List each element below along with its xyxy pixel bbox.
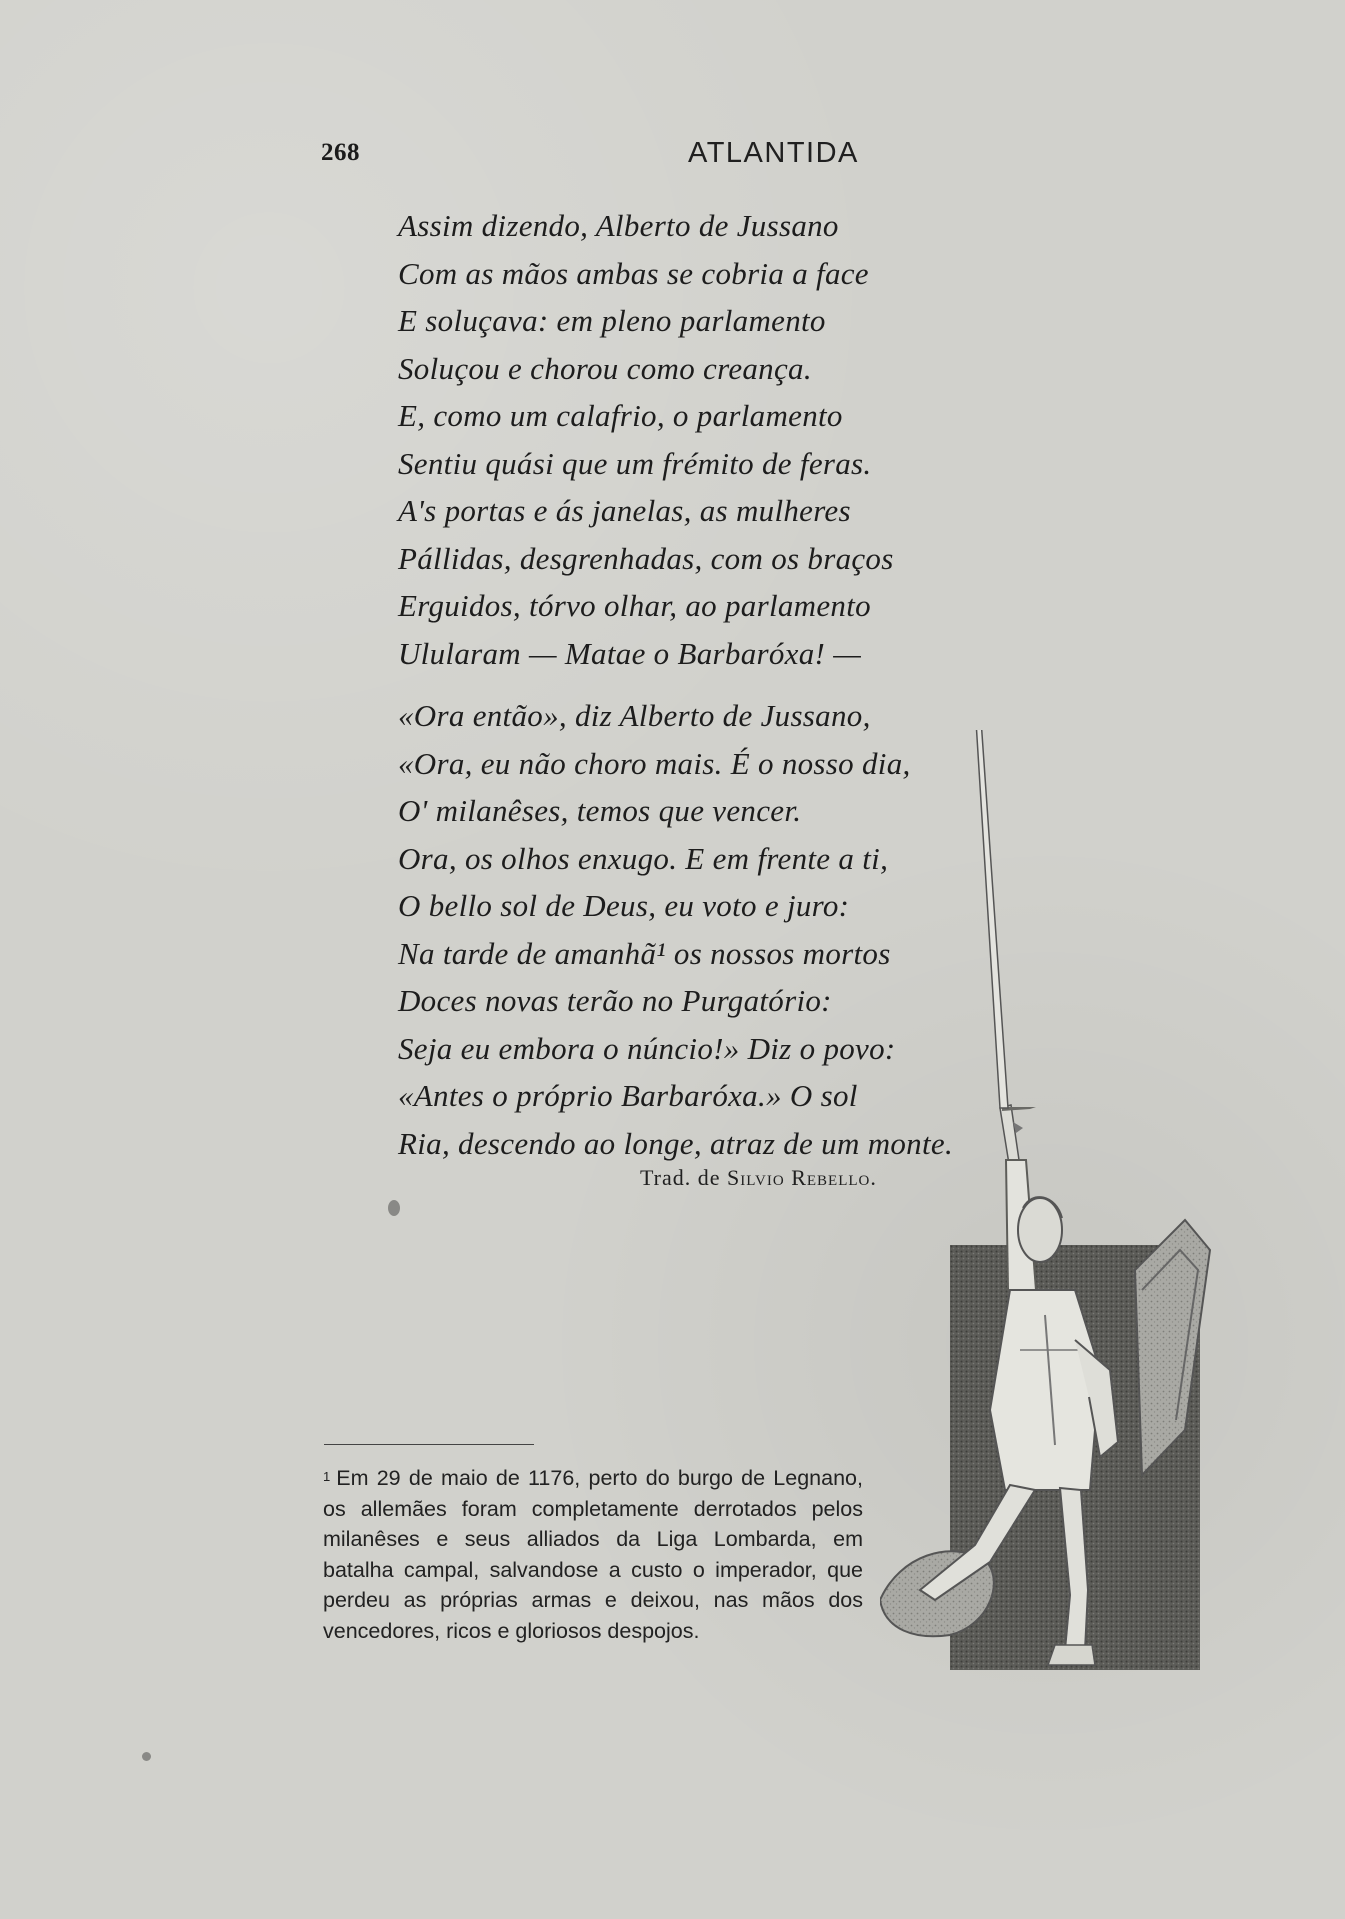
poem-line: Sentiu quási que um frémito de feras. bbox=[398, 445, 872, 481]
poem-line: Erguidos, tórvo olhar, ao parlamento bbox=[398, 588, 871, 623]
poem-line: «Ora, eu não choro mais. É o nosso dia, bbox=[398, 745, 911, 781]
poem-line: «Antes o próprio Barbaróxa.» O sol bbox=[398, 1078, 858, 1113]
poem-line: Ria, descendo ao longe, atraz de um monte. bbox=[398, 1125, 954, 1161]
poem-line: Soluçou e chorou como creança. bbox=[398, 350, 812, 386]
poem-line: Ulularam — Matae o Barbaróxa! — bbox=[398, 635, 862, 671]
poem-line: Pállidas, desgrenhadas, com os braços bbox=[398, 540, 894, 576]
footnote-rule bbox=[324, 1444, 534, 1445]
running-title: ATLANTIDA bbox=[688, 137, 859, 169]
poem-line: E, como um calafrio, o parlamento bbox=[398, 398, 843, 433]
warrior-statue-illustration bbox=[880, 730, 1320, 1680]
poem-line: A's portas e ás janelas, as mulheres bbox=[398, 493, 851, 528]
poem-line: Na tarde de amanhã¹ os nossos mortos bbox=[398, 935, 891, 971]
sword-icon bbox=[975, 730, 1008, 1108]
footnote-text: Em 29 de maio de 1176, perto do burgo de Legnano, os allemães foram completamente derrotados pelos milanêses e seus alliados da Liga Lombarda, em batalha campal, salvandose a custo o imperador, que perdeu as próprias armas e deixou, nas mãos dos vencedores, ricos e gloriosos despojos. bbox=[323, 1466, 863, 1643]
poem-line: Com as mãos ambas se cobria a face bbox=[398, 255, 869, 291]
poem-line: Doces novas terão no Purgatório: bbox=[398, 983, 832, 1018]
poem-line: «Ora então», diz Alberto de Jussano, bbox=[398, 698, 871, 733]
ink-spot bbox=[388, 1200, 400, 1216]
poem-line: O' milanêses, temos que vencer. bbox=[398, 793, 802, 828]
ink-spot bbox=[142, 1752, 151, 1761]
poem-stanza-1 bbox=[398, 202, 1018, 677]
poem-line: O bello sol de Deus, eu voto e juro: bbox=[398, 888, 850, 923]
page-number: 268 bbox=[321, 139, 360, 166]
poem-line: Seja eu embora o núncio!» Diz o povo: bbox=[398, 1030, 896, 1066]
translator-name: Silvio Rebello. bbox=[727, 1165, 877, 1190]
poem-line: E soluçava: em pleno parlamento bbox=[398, 303, 826, 338]
footnote-marker: 1 bbox=[323, 1469, 331, 1484]
poem-line: Ora, os olhos enxugo. E em frente a ti, bbox=[398, 840, 889, 876]
footnote bbox=[323, 1463, 863, 1646]
poem-line: Assim dizendo, Alberto de Jussano bbox=[398, 208, 839, 243]
helmeted-head-icon bbox=[1018, 1198, 1062, 1262]
translator-signature bbox=[640, 1165, 877, 1191]
signature-prefix: Trad. de bbox=[640, 1165, 721, 1190]
